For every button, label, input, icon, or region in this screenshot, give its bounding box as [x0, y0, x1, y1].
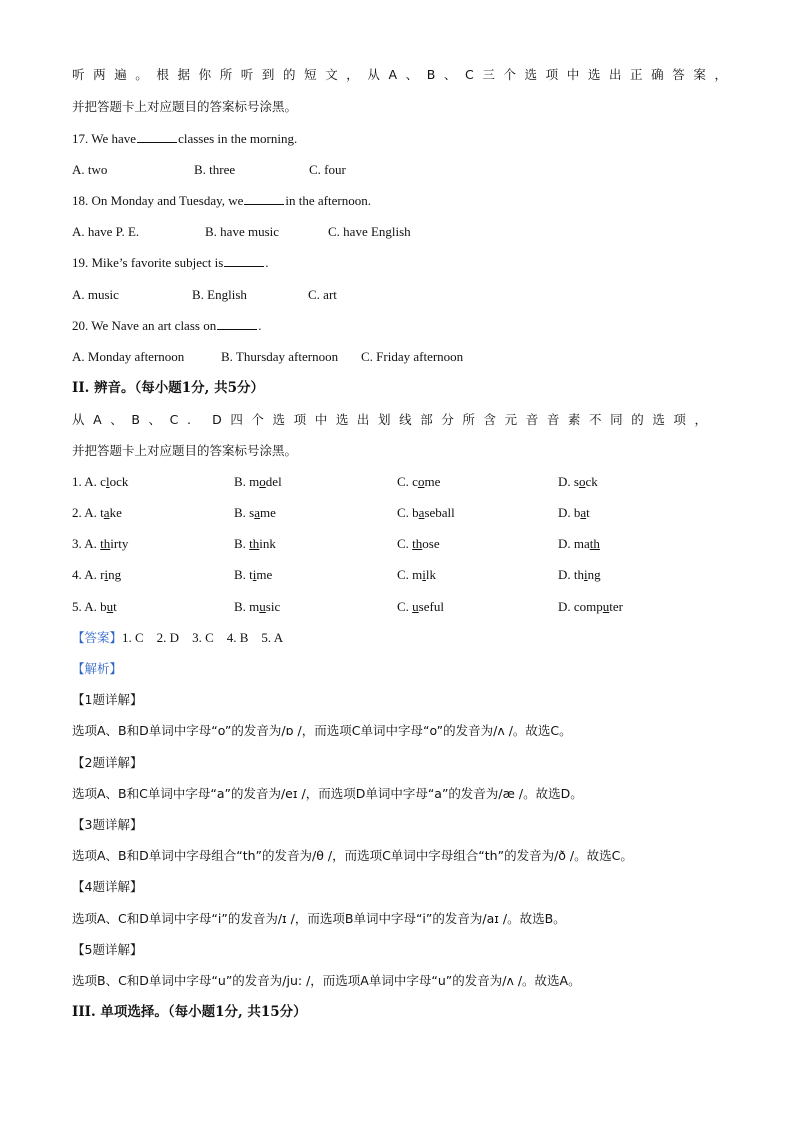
- phonics-option: D. thing: [558, 567, 601, 582]
- question-number: 19.: [72, 255, 89, 270]
- phonics-option: 4. A. ring: [72, 567, 122, 582]
- option-c: C. four: [309, 162, 346, 177]
- detail-2-heading: 【2题详解】: [72, 755, 143, 770]
- section-2-instruction-1: 从A、B、C. D四个选项中选出划线部分所含元音音素不同的选项，: [72, 412, 716, 427]
- detail-1-text: 选项A、B和D单词中字母“o”的发音为/ɒ /，而选项C单词中字母“o”的发音为/ʌ /。故选C。: [72, 723, 572, 738]
- question-text: We have: [91, 131, 137, 146]
- question-text-end: in the afternoon.: [285, 193, 371, 208]
- question-text-end: classes in the morning.: [178, 131, 298, 146]
- phonics-option: B. same: [234, 505, 276, 520]
- detail-5-text: 选项B、C和D单词中字母“u”的发音为/ju: /，而选项A单词中字母“u”的发音为/ʌ /。故选A。: [72, 973, 581, 988]
- question-text: We Nave an art class on: [91, 318, 217, 333]
- options-20: [72, 348, 732, 366]
- question-number: 17.: [72, 131, 89, 146]
- detail-3-text: 选项A、B和D单词中字母组合“th”的发音为/θ /，而选项C单词中字母组合“th”的发音为/ð /。故选C。: [72, 848, 633, 863]
- answer-blank: [244, 192, 284, 205]
- phonics-option: C. useful: [397, 599, 444, 614]
- detail-1-heading: 【1题详解】: [72, 692, 143, 707]
- detail-2-text: 选项A、B和C单词中字母“a”的发音为/eɪ /，而选项D单词中字母“a”的发音为/æ /。故选D。: [72, 786, 583, 801]
- detail-5-heading: 【5题详解】: [72, 942, 143, 957]
- phonics-row-3: [72, 535, 732, 553]
- question-text: On Monday and Tuesday, we: [91, 193, 244, 208]
- phonics-option: D. sock: [558, 474, 598, 489]
- section-2-instruction-2: 并把答题卡上对应题目的答案标号涂黑。: [72, 443, 298, 458]
- phonics-row-2: [72, 504, 732, 522]
- detail-4-text: 选项A、C和D单词中字母“i”的发音为/ɪ /，而选项B单词中字母“i”的发音为/aɪ /。故选B。: [72, 911, 566, 926]
- answer-label: 【答案】: [72, 630, 123, 645]
- phonics-option: B. time: [234, 567, 273, 582]
- intro-line-1: 听两遍。根据你所听到的短文，从A、B、C三个选项中选出正确答案，: [72, 67, 736, 82]
- option-c: C. art: [308, 287, 337, 302]
- question-number: 18.: [72, 193, 89, 208]
- answer-blank: [217, 317, 257, 330]
- phonics-option: 1. A. clock: [72, 474, 129, 489]
- phonics-option: D. computer: [558, 599, 623, 614]
- options-18: [72, 223, 732, 241]
- option-a: A. have P. E.: [72, 224, 140, 239]
- answer-line: [72, 629, 283, 647]
- phonics-row-1: [72, 473, 732, 491]
- phonics-row-5: [72, 598, 732, 616]
- section-3-title: III. 单项选择。（每小题1分, 共15分）: [72, 1004, 307, 1020]
- phonics-option: D. bat: [558, 505, 590, 520]
- question-20: [72, 317, 261, 335]
- phonics-option: C. baseball: [397, 505, 455, 520]
- phonics-option: B. model: [234, 474, 282, 489]
- option-b: B. three: [194, 162, 236, 177]
- phonics-option: 5. A. but: [72, 599, 117, 614]
- analysis-label: 【解析】: [72, 661, 123, 676]
- detail-4-heading: 【4题详解】: [72, 879, 143, 894]
- phonics-option: C. those: [397, 536, 440, 551]
- option-c: C. Friday afternoon: [361, 349, 464, 364]
- option-a: A. music: [72, 287, 119, 302]
- option-a: A. two: [72, 162, 108, 177]
- options-17: [72, 161, 732, 179]
- question-text: Mike’s favorite subject is: [91, 255, 224, 270]
- question-number: 20.: [72, 318, 89, 333]
- phonics-option: C. milk: [397, 567, 437, 582]
- question-17: [72, 130, 297, 148]
- options-19: [72, 286, 732, 304]
- phonics-option: C. come: [397, 474, 441, 489]
- option-c: C. have English: [328, 224, 411, 239]
- phonics-option: 3. A. thirty: [72, 536, 129, 551]
- phonics-option: B. music: [234, 599, 281, 614]
- question-text-end: .: [258, 318, 262, 333]
- answer-blank: [137, 130, 177, 143]
- question-18: [72, 192, 371, 210]
- intro-line-2: 并把答题卡上对应题目的答案标号涂黑。: [72, 99, 298, 114]
- question-text-end: .: [265, 255, 269, 270]
- answer-blank: [224, 254, 264, 267]
- option-a: A. Monday afternoon: [72, 349, 185, 364]
- detail-3-heading: 【3题详解】: [72, 817, 143, 832]
- phonics-option: B. think: [234, 536, 276, 551]
- option-b: B. Thursday afternoon: [221, 349, 339, 364]
- answer-text: 1. C 2. D 3. C 4. B 5. A: [122, 630, 284, 645]
- option-b: B. have music: [205, 224, 280, 239]
- phonics-option: 2. A. take: [72, 505, 122, 520]
- section-2-title: II. 辨音。（每小题1分, 共5分）: [72, 380, 264, 396]
- option-b: B. English: [192, 287, 247, 302]
- question-19: [72, 254, 269, 272]
- phonics-option: D. math: [558, 536, 600, 551]
- phonics-row-4: [72, 566, 732, 584]
